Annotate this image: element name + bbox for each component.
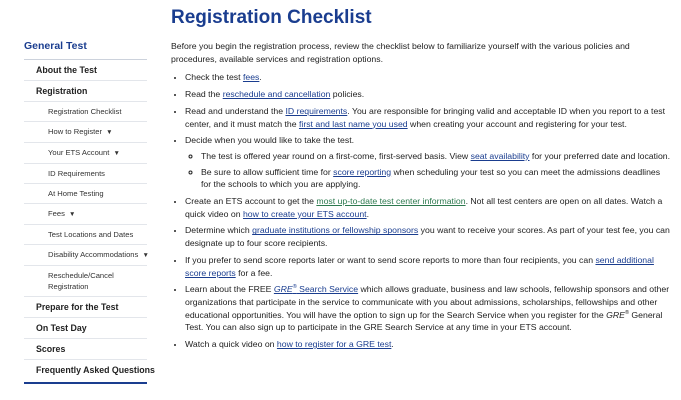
text: . (391, 339, 394, 350)
text: policies. (330, 89, 365, 100)
sidebar-subitem-label: Test Locations and Dates (48, 230, 134, 239)
checklist-item (185, 88, 671, 101)
main-content (171, 6, 671, 355)
sidebar-subitem-label: Fees (48, 209, 65, 218)
text: General Test. You can also sign up to participate in the GRE Search Service at any time in your ETS account. (185, 309, 663, 333)
text: Create an ETS account to get the (185, 196, 317, 207)
checklist-item (185, 338, 671, 351)
gre-emphasis: GRE (606, 309, 625, 320)
checklist-item (185, 283, 671, 334)
sidebar-subitem-label: ID Requirements (48, 169, 105, 178)
checklist-item (185, 134, 671, 191)
text: Check the test (185, 72, 243, 83)
text: Read and understand the (185, 105, 286, 116)
sidebar-subitem-id-requirements[interactable] (24, 164, 147, 184)
sidebar-subitem-at-home-testing[interactable] (24, 184, 147, 204)
checklist-item (185, 224, 671, 249)
text: The test is offered year round on a first-come, first-served basis. View (201, 150, 471, 161)
text: . (366, 208, 370, 219)
text: when scheduling your test so you can meet the admissions deadlines for the schools to which you are applying. (201, 166, 661, 190)
text: for a fee. (235, 267, 273, 278)
test-center-info-link[interactable]: most up-to-date test center information (316, 196, 466, 207)
register-gre-video-link[interactable]: how to register for a GRE test (276, 339, 392, 350)
text: which allows graduate, business and law schools, fellowship sponsors and other organizations that participate in the service to communicate with you about admissions, scholarships, fellowships and other educational opportunities. You will have the option to sign up for the Search Service when you register for the (185, 284, 670, 320)
checklist (171, 71, 671, 350)
sidebar-subitem-label: How to Register (48, 127, 103, 136)
reschedule-cancellation-link[interactable]: reschedule and cancellation (222, 89, 331, 100)
text: If you prefer to send score reports later or want to send score reports to more than four recipients, you can (185, 254, 596, 265)
score-reporting-link[interactable]: score reporting (333, 166, 392, 177)
sidebar-title-general-test[interactable]: General Test (24, 40, 147, 60)
text: Determine which (185, 225, 253, 236)
sidebar-subitem-fees[interactable] (24, 204, 147, 225)
first-last-name-link[interactable]: first and last name you used (298, 118, 408, 129)
sidebar-bottom-rule (24, 382, 147, 384)
gre-emphasis: GRE (273, 284, 293, 295)
text: . (259, 72, 262, 83)
registered-mark: ® (624, 309, 630, 316)
id-requirements-link[interactable]: ID requirements (285, 105, 348, 116)
sidebar-subitem-label: At Home Testing (48, 189, 104, 198)
sidebar-item-prepare-for-the-test[interactable]: Prepare for the Test (24, 297, 147, 318)
create-ets-account-video-link[interactable]: how to create your ETS account (242, 208, 367, 219)
text: when creating your account and registering for your test. (407, 118, 627, 129)
checklist-item (185, 195, 671, 220)
text: Learn about the FREE (185, 284, 274, 295)
chevron-down-icon[interactable]: ▼ (142, 252, 149, 259)
send-additional-score-reports-link[interactable]: send additional score reports (185, 254, 654, 278)
sidebar-item-registration[interactable]: Registration (24, 81, 147, 102)
chevron-down-icon[interactable]: ▼ (113, 150, 120, 157)
graduate-institutions-link[interactable]: graduate institutions or fellowship sponsors (252, 225, 419, 236)
fees-link[interactable]: fees (242, 72, 260, 83)
registered-mark: ® (292, 284, 297, 291)
link-text: Search Service (296, 284, 359, 295)
page-title: Registration Checklist (171, 7, 372, 28)
chevron-down-icon[interactable]: ▼ (69, 211, 76, 218)
text: . Not all test centers are open on all dates. Watch a quick video on (185, 196, 663, 219)
checklist-item (185, 105, 671, 130)
sidebar-subitem-label: Your ETS Account (48, 148, 110, 157)
sidebar-item-on-test-day[interactable]: On Test Day (24, 318, 147, 339)
sub-checklist-item (201, 150, 671, 163)
sub-checklist (185, 150, 671, 191)
text: Be sure to allow sufficient time for (201, 166, 334, 177)
text: Watch a quick video on (185, 339, 277, 350)
text: Decide when you would like to take the test. (185, 135, 355, 146)
text: . You are responsible for bringing valid and acceptable ID when you report to a test center, and it must match the (185, 105, 666, 129)
sidebar-subitem-your-ets-account[interactable] (24, 143, 147, 164)
sidebar-subitem-registration-checklist[interactable] (24, 102, 147, 122)
sidebar-item-about-the-test[interactable]: About the Test (24, 60, 147, 81)
sidebar-subitem-test-locations-and-dates[interactable] (24, 225, 147, 245)
sidebar-subitem-reschedule-cancel[interactable] (24, 266, 147, 297)
intro-paragraph: Before you begin the registration process, review the checklist below to familiarize yourself with the various policies and procedures, available services and registration options. (171, 41, 630, 64)
text: Read the (185, 89, 223, 100)
sidebar-item-faq[interactable]: Frequently Asked Questions (36, 365, 155, 375)
checklist-item (185, 71, 671, 84)
sidebar-subitem-label: Registration Checklist (48, 107, 122, 116)
text: you want to receive your scores. As part of your test fee, you can designate up to four score recipients. (185, 225, 670, 249)
checklist-item (185, 254, 671, 279)
sub-checklist-item (201, 166, 671, 191)
text: for your preferred date and location. (529, 150, 671, 161)
seat-availability-link[interactable]: seat availability (470, 150, 530, 161)
sidebar-subitem-how-to-register[interactable] (24, 122, 147, 143)
sidebar-item-scores[interactable]: Scores (24, 339, 147, 360)
chevron-down-icon[interactable]: ▼ (106, 129, 113, 136)
sidebar-subitem-label: Disability Accommodations (48, 250, 139, 259)
gre-search-service-link[interactable] (274, 284, 358, 294)
sidebar-subitem-disability-accommodations[interactable] (24, 245, 147, 266)
sidebar-subitem-label: Reschedule/Cancel Registration (48, 271, 114, 291)
sidebar-nav (24, 40, 155, 384)
